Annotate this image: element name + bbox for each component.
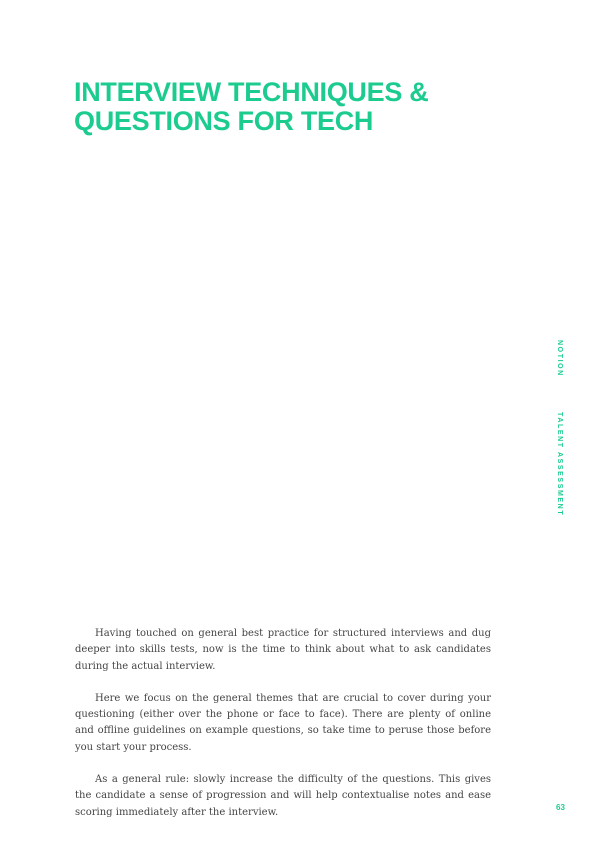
paragraph-2: Here we focus on the general themes that are crucial to cover during your questioning (either over the phone or face to face). There are plenty of online and offline guidelines on example questions, so take time to peruse those before you start your process. — [75, 692, 491, 753]
body-text — [75, 626, 491, 837]
side-running-header — [556, 340, 570, 520]
side-label-notion: NOTION — [556, 340, 563, 377]
title-line-2: QUESTIONS FOR TECH — [74, 106, 374, 136]
paragraph-3: As a general rule: slowly increase the difficulty of the questions. This gives the candidate a sense of progression and will help contextualise notes and ease scoring immediately after the interview. — [75, 774, 491, 818]
side-label-section: TALENT ASSESSMENT — [556, 412, 563, 517]
title-line-1: INTERVIEW TECHNIQUES & — [74, 77, 429, 107]
page-number: 63 — [556, 803, 565, 812]
page-title — [74, 78, 494, 136]
paragraph-1: Having touched on general best practice for structured interviews and dug deeper into skills tests, now is the time to think about what to ask candidates during the actual interview. — [75, 628, 491, 672]
